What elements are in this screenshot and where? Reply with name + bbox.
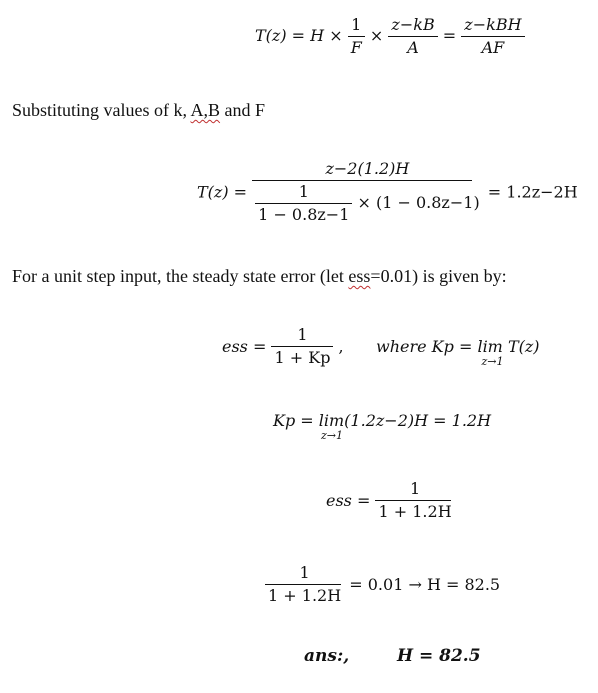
- eq1-fraction-zkbh-over-af: $\frac{\text{z−kBH}}{AF}$: [461, 14, 524, 59]
- equation-ess-definition: ess = $\frac{1}{1 + Kp}$ ,: [222, 325, 344, 367]
- eq2-lhs: T(z) =: [197, 182, 248, 202]
- eq1-lhs: T(z) = H ×: [255, 26, 343, 45]
- equation-kp-definition: where Kp = lim T(z) z→1: [376, 337, 540, 368]
- paragraph-steady-state-error: For a unit step input, the steady state error (let ess=0.01) is given by:: [12, 266, 507, 286]
- eq1-fraction-zkb-over-a: $\frac{z-kB}{A}$: [388, 14, 437, 59]
- eq2-rhs: = 1.2z−2H: [487, 182, 578, 202]
- equation-ess-substituted: ess = $\frac{1}{1 + 1.2H}$: [326, 478, 455, 523]
- answer-value: H = 82.5: [396, 646, 481, 666]
- eq2-inner-fraction: $\frac{1}{1 - 0.8z-1}$: [255, 181, 352, 226]
- equation-kp-value: Kp = lim(1.2z−2)H = 1.2H z→1: [273, 411, 492, 442]
- equation-transfer-function: T(z) = H × $\frac{1}{F}$ × $\frac{z-kB}{A}$ = $\frac{\text{z−kBH}}{AF}$: [255, 14, 525, 59]
- eq1-fraction-1-over-f: $\frac{1}{F}$: [348, 14, 365, 59]
- spellcheck-flag-abf: A,B: [190, 100, 221, 120]
- eq2-big-fraction: z−2(1.2)H $\frac{1}{1 - 0.8z-1}$ × (1 − 0.8z−1): [252, 158, 483, 226]
- eq3-fraction: $\frac{1}{1 + Kp}$: [271, 324, 333, 369]
- eq5-fraction: $\frac{1}{1 + 1.2H}$: [375, 478, 454, 523]
- answer-line: [304, 646, 481, 666]
- paragraph-substituting: Substituting values of k, A,B and F: [12, 100, 266, 120]
- equation-solve-h: $\frac{1}{1 + 1.2H}$ = 0.01 → H = 82.5: [265, 562, 500, 607]
- answer-label: ans:,: [304, 646, 350, 666]
- equation-substituted: [197, 158, 578, 226]
- spellcheck-flag-ess: ess: [348, 266, 371, 286]
- eq6-fraction: $\frac{1}{1 + 1.2H}$: [265, 562, 344, 607]
